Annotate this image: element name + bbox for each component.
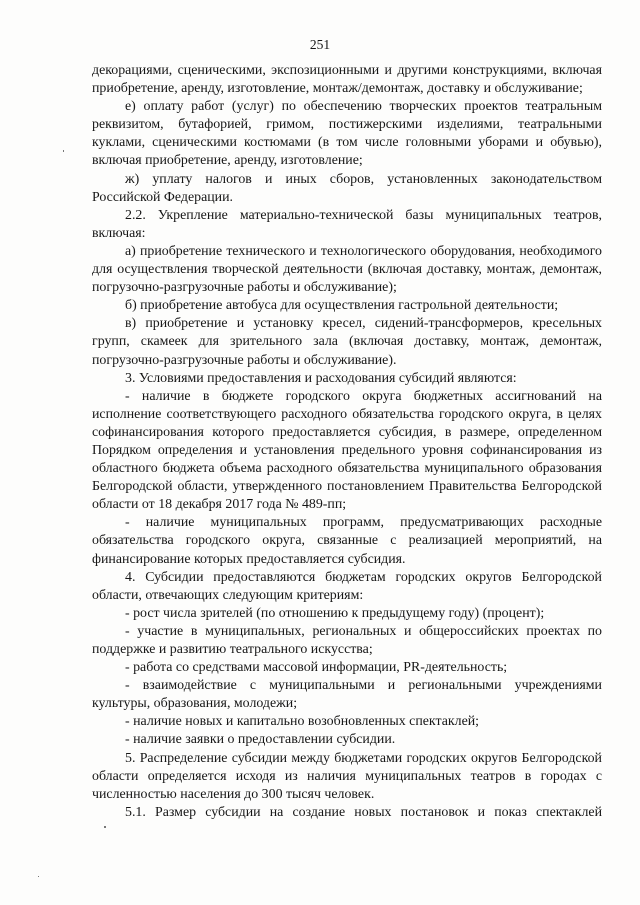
paragraph: - рост числа зрителей (по отношению к предыдущему году) (процент); xyxy=(125,605,545,621)
paragraph: б) приобретение автобуса для осуществления гастрольной деятельности; xyxy=(125,298,559,314)
paragraph: 2.2. Укрепление материально-технической базы муниципальных театров, включая: xyxy=(92,207,602,241)
scan-speck xyxy=(63,150,64,152)
scan-speck xyxy=(104,826,106,828)
paragraph: - участие в муниципальных, региональных и общероссийских проектах по поддержке и развитию театрального искусства; xyxy=(92,623,602,657)
document-body xyxy=(92,62,602,822)
paragraph: - взаимодействие с муниципальными и региональными учреждениями культуры, образования, молодежи; xyxy=(92,678,602,712)
paragraph: е) оплату работ (услуг) по обеспечению творческих проектов театральным реквизитом, бутафорией, гримом, постижерскими изделиями, театральными куклами, сценическими костюмами (в том числе головными уборами и обувью), включая приобретение, аренду, изготовление; xyxy=(92,99,602,169)
paragraph: 3. Условиями предоставления и расходования субсидий являются: xyxy=(125,370,517,386)
scan-speck xyxy=(38,876,39,877)
page-number: 251 xyxy=(309,37,331,52)
paragraph: 5. Распределение субсидии между бюджетами городских округов Белгородской области определяется исходя из наличия муниципальных театров в городах с численностью населения до 300 тысяч человек. xyxy=(92,750,602,802)
paragraph: - наличие муниципальных программ, предусматривающих расходные обязательства городского округа, связанные с реализацией мероприятий, на финансирование которых предоставляется субсидия. xyxy=(92,515,602,567)
paragraph: 4. Субсидии предоставляются бюджетам городских округов Белгородской области, отвечающих следующим критериям: xyxy=(92,569,602,603)
paragraph: - наличие новых и капитально возобновленных спектаклей; xyxy=(125,714,480,730)
paragraph: - наличие заявки о предоставлении субсидии. xyxy=(125,732,396,748)
paragraph: - наличие в бюджете городского округа бюджетных ассигнований на исполнение соответствующего расходного обязательства городского округа, в целях софинансирования которого предоставляется субсидия, в размере, определенном Порядком определения и установления предельного уровня софинансирования из областного бюджета объема расходного обязательства муниципального образования Белгородской области, утвержденного постановлением Правительства Белгородской области от 18 декабря 2017 года № 489-пп; xyxy=(92,388,602,513)
paragraph: в) приобретение и установку кресел, сидений-трансформеров, кресельных групп, скамеек для зрительного зала (включая доставку, монтаж, демонтаж, погрузочно-разгрузочные работы и обслуживание). xyxy=(92,316,602,368)
paragraph: а) приобретение технического и технологического оборудования, необходимого для осуществления творческой деятельности (включая доставку, монтаж, демонтаж, погрузочно-разгрузочные работы и обслуживание); xyxy=(92,243,602,296)
paragraph: ж) уплату налогов и иных сборов, установленных законодательством Российской Федерации. xyxy=(92,171,602,205)
paragraph: 5.1. Размер субсидии на создание новых постановок и показ спектаклей xyxy=(125,804,602,820)
paragraph: - работа со средствами массовой информации, PR-деятельность; xyxy=(125,660,508,676)
paragraph: декорациями, сценическими, экспозиционными и другими конструкциями, включая приобретение, аренду, изготовление, монтаж/демонтаж, доставку и обслуживание; xyxy=(92,63,602,97)
